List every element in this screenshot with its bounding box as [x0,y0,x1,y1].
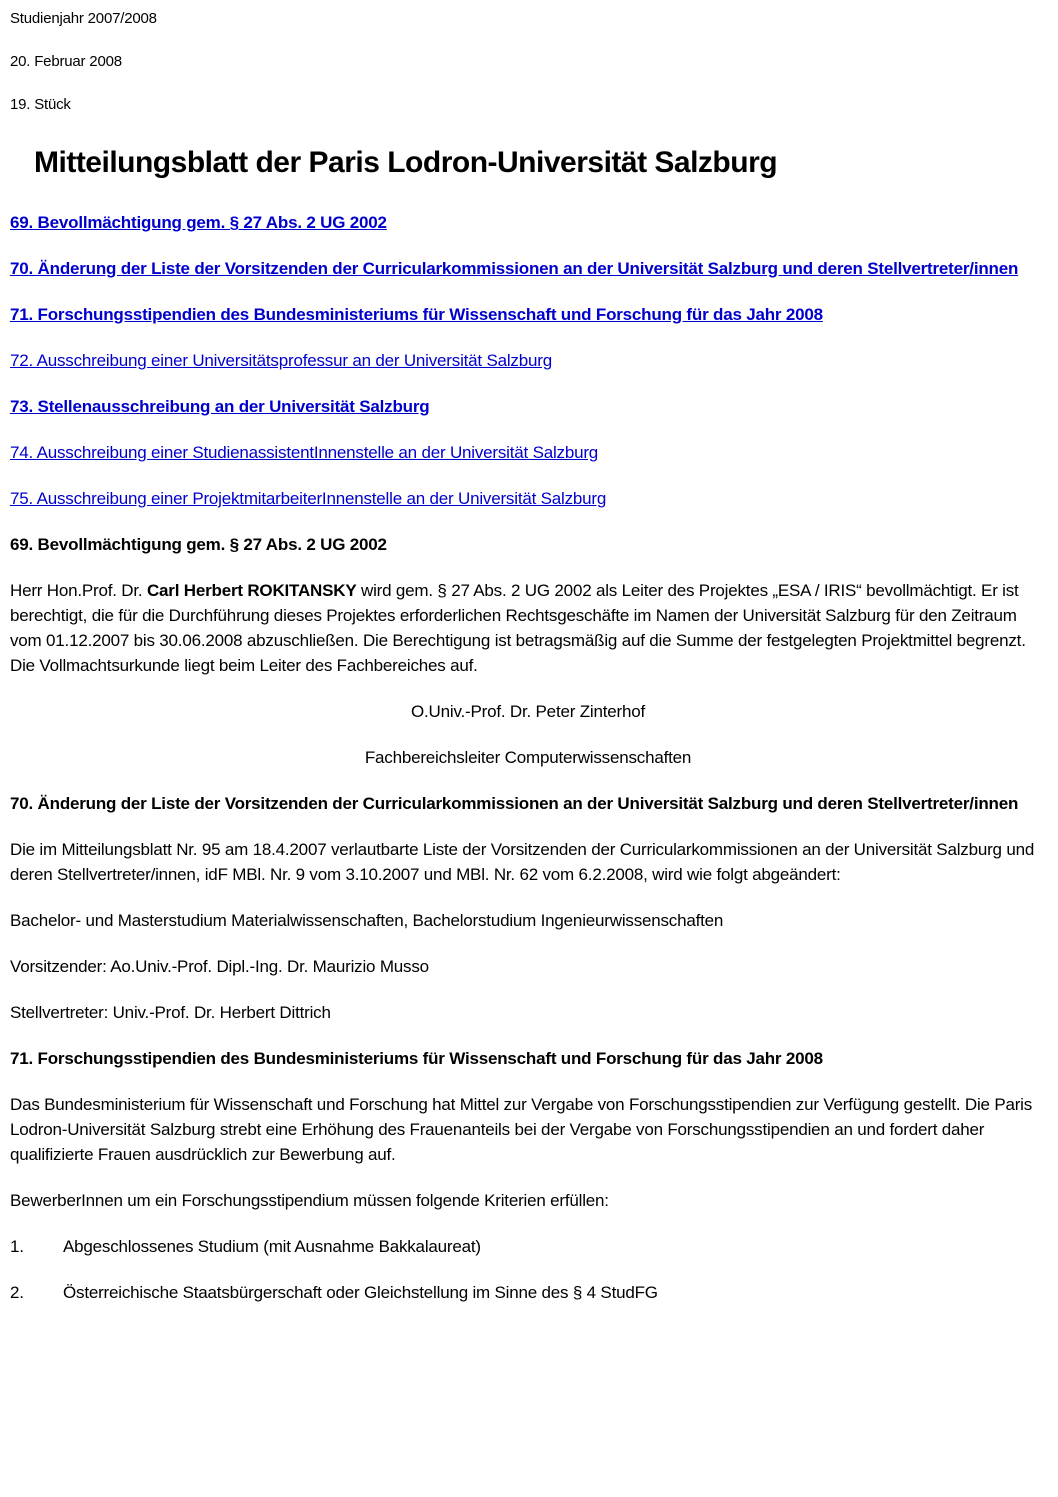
masthead [10,10,1046,180]
toc-link-69[interactable]: 69. Bevollmächtigung gem. § 27 Abs. 2 UG 2002 [10,213,387,232]
toc-link-74[interactable]: 74. Ausschreibung einer StudienassistentInnenstelle an der Universität Salzburg [10,443,599,462]
person-name-bold: Carl Herbert ROKITANSKY [146,581,357,600]
toc-entry-73 [10,394,1046,419]
section-70-paragraph-1: Die im Mitteilungsblatt Nr. 95 am 18.4.2007 verlautbarte Liste der Vorsitzenden der Curricularkommissionen an der Universität Salzburg und deren Stellvertreter/innen, idF MBl. Nr. 9 vom 3.10.2007 und MBl. Nr. 62 vom 6.2.2008, wird wie folgt abgeändert: [10,840,1035,884]
page-title: Mitteilungsblatt der Paris Lodron-Universität Salzburg [34,146,778,179]
list-item-text: Abgeschlossenes Studium (mit Ausnahme Bakkalaureat) [63,1237,481,1256]
signature-role: Fachbereichsleiter Computerwissenschaften [364,748,692,767]
toc-link-72[interactable]: 72. Ausschreibung einer Universitätsprofessur an der Universität Salzburg [10,351,552,370]
study-year-line: Studienjahr 2007/2008 [10,10,157,27]
list-item-text: Österreichische Staatsbürgerschaft oder Gleichstellung im Sinne des § 4 StudFG [63,1283,658,1302]
section-71 [10,1046,1046,1305]
paragraph-text: wird gem. § 27 Abs. 2 UG 2002 als Leiter des Projektes „ESA / IRIS“ bevollmächtigt. Er ist berechtigt, die für die Durchführung dieses Projektes erforderlichen Rechtsgeschäfte im Namen der Universität Salzburg für den Zeitraum vom 01.12.2007 bis 30.06.2008 abzuschließen. Die Berechtigung ist betragsmäßig auf die Summe der festgelegten Projektmittel begrenzt. Die Vollmachtsurkunde liegt beim Leiter des Fachbereiches auf. [10,581,1026,675]
section-70-paragraph-2: Bachelor- und Masterstudium Materialwissenschaften, Bachelorstudium Ingenieurwissenschaften [10,911,724,930]
issue-number-line: 19. Stück [10,96,71,113]
toc-entry-75 [10,486,1046,511]
section-70-paragraph-3: Vorsitzender: Ao.Univ.-Prof. Dipl.-Ing. Dr. Maurizio Musso [10,957,429,976]
section-70-paragraph-4: Stellvertreter: Univ.-Prof. Dr. Herbert Dittrich [10,1003,331,1022]
table-of-contents [10,210,1046,511]
section-70-heading: 70. Änderung der Liste der Vorsitzenden der Curricularkommissionen an der Universität Salzburg und deren Stellvertreter/innen [10,794,1019,813]
section-70 [10,791,1046,1025]
toc-link-70[interactable]: 70. Änderung der Liste der Vorsitzenden der Curricularkommissionen an der Universität Salzburg und deren Stellvertreter/innen [10,259,1019,278]
toc-link-71[interactable]: 71. Forschungsstipendien des Bundesministeriums für Wissenschaft und Forschung für das Jahr 2008 [10,305,823,324]
section-69 [10,532,1046,770]
toc-entry-72 [10,348,1046,373]
list-item-number: 2. [10,1283,24,1302]
list-item [10,1280,1046,1305]
paragraph-text: Herr Hon.Prof. Dr. [10,581,147,600]
issue-date-line: 20. Februar 2008 [10,53,122,70]
document-body [10,532,1046,1305]
toc-entry-71 [10,302,1046,327]
signature-name: O.Univ.-Prof. Dr. Peter Zinterhof [411,702,645,721]
toc-link-73[interactable]: 73. Stellenausschreibung an der Universität Salzburg [10,397,430,416]
criteria-list [10,1234,1046,1305]
section-71-paragraph-2: BewerberInnen um ein Forschungsstipendium müssen folgende Kriterien erfüllen: [10,1191,609,1210]
toc-entry-70 [10,256,1046,281]
toc-entry-74 [10,440,1046,465]
toc-link-75[interactable]: 75. Ausschreibung einer ProjektmitarbeiterInnenstelle an der Universität Salzburg [10,489,607,508]
section-71-paragraph-1: Das Bundesministerium für Wissenschaft und Forschung hat Mittel zur Vergabe von Forschungsstipendien zur Verfügung gestellt. Die Paris Lodron-Universität Salzburg strebt eine Erhöhung des Frauenanteils bei der Vergabe von Forschungsstipendien an und fordert daher qualifizierte Frauen ausdrücklich zur Bewerbung auf. [10,1095,1033,1164]
section-69-paragraph [10,578,1046,678]
section-71-heading: 71. Forschungsstipendien des Bundesministeriums für Wissenschaft und Forschung für das Jahr 2008 [10,1049,823,1068]
list-item [10,1234,1046,1259]
toc-entry-69 [10,210,1046,235]
section-69-heading: 69. Bevollmächtigung gem. § 27 Abs. 2 UG 2002 [10,535,387,554]
list-item-number: 1. [10,1237,24,1256]
